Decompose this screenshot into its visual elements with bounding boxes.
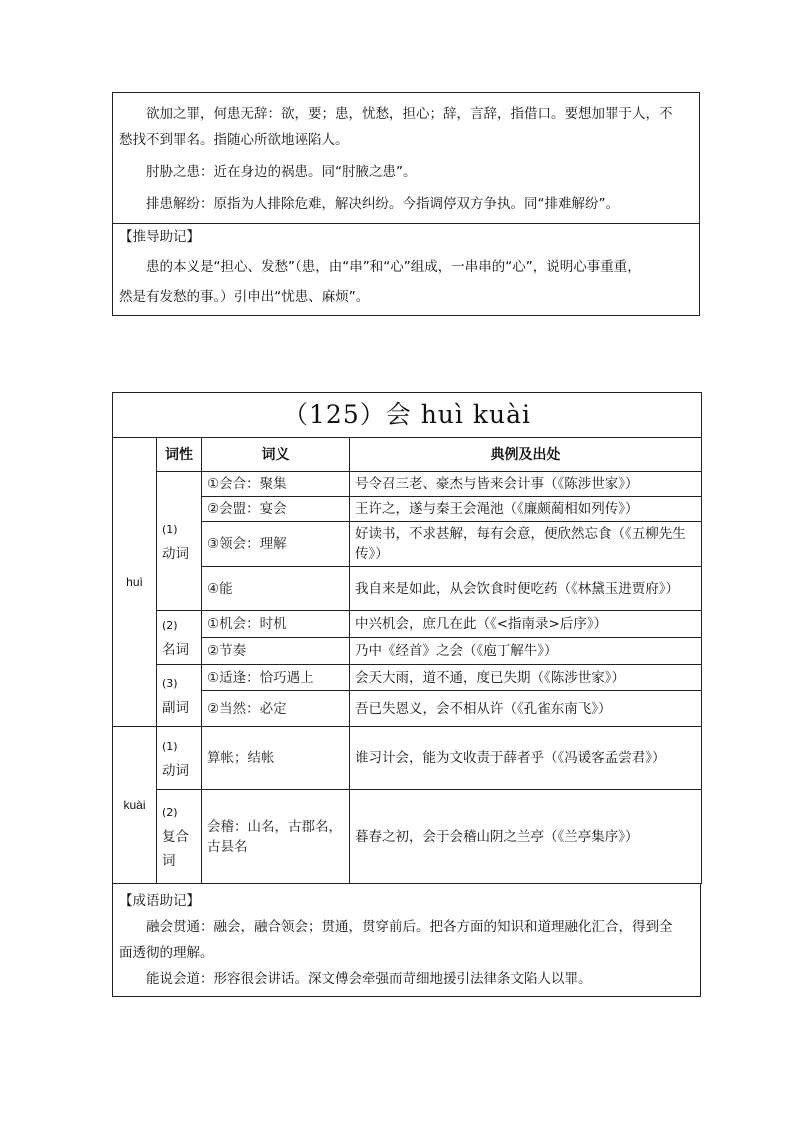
idiom-line: 能说会道：形容很会讲话。深文傅会牵强而苛细地援引法律条文陷人以罪。 (146, 971, 592, 987)
example-cell: 吾已失恩义，会不相从许（《孔雀东南飞》） (350, 691, 702, 727)
derivation-text-cont: 然是有发愁的事。）引申出“忧患、麻烦”。 (119, 289, 370, 305)
section-title: 【成语助记】 (119, 893, 200, 909)
idiom-line-cont: 愁找不到罪名。指随心所欲地诬陷人。 (119, 132, 349, 148)
pos-number: (1) (162, 739, 178, 753)
entry-table (112, 392, 702, 884)
previous-entry-box (112, 92, 700, 316)
meaning-cell: ④能 (202, 567, 350, 611)
example-cell: 暮春之初，会于会稽山阴之兰亭（《兰亭集序》） (350, 790, 702, 884)
pos-label: 名词 (162, 642, 189, 658)
meaning-cell: ②会盟：宴会 (202, 497, 350, 522)
pos-verb (157, 472, 202, 611)
pos-number: (2) (162, 619, 178, 632)
meaning-cell: 算帐；结帐 (202, 727, 350, 790)
example-cell: 好读书，不求甚解，每有会意，便欣然忘食（《五柳先生传》） (350, 522, 702, 567)
header-example: 典例及出处 (350, 438, 702, 472)
pos-label: 词 (162, 853, 176, 869)
idiom-line-cont: 面透彻的理解。 (119, 945, 214, 961)
pos-label: 复合 (162, 829, 189, 845)
example-cell: 会天大雨，道不通，度已失期（《陈涉世家》） (350, 665, 702, 691)
pos-label: 副词 (162, 700, 189, 716)
meaning-cell: 会稽：山名，古郡名，古县名 (202, 790, 350, 884)
header-pos: 词性 (157, 438, 202, 472)
pos-noun (157, 611, 202, 665)
meaning-cell: ③领会：理解 (202, 522, 350, 567)
meaning-cell: ①会合：聚集 (202, 472, 350, 497)
idiom-section (112, 884, 701, 997)
header-meaning: 词义 (202, 438, 350, 472)
entry-card (112, 392, 701, 997)
pronunciation-hui: huì (113, 438, 157, 727)
pos-number: (2) (162, 806, 178, 819)
example-cell: 王许之，遂与秦王会渑池（《廉颇蔺相如列传》） (350, 497, 702, 522)
pos-verb (157, 727, 202, 790)
idiom-line: 融会贯通：融会，融合领会；贯通，贯穿前后。把各方面的知识和道理融化汇合，得到全 (146, 919, 673, 935)
example-cell: 乃中《经首》之会（《庖丁解牛》） (350, 638, 702, 665)
idiom-line: 肘胁之患：近在身边的祸患。同“肘腋之患”。 (146, 164, 417, 180)
pos-label: 动词 (162, 545, 189, 562)
example-cell: 号令召三老、豪杰与皆来会计事（《陈涉世家》） (350, 472, 702, 497)
derivation-text: 患的本义是“担心、发愁”（患，由“串”和“心”组成，一串串的“心”，说明心事重重， (146, 259, 641, 275)
example-cell: 谁习计会，能为文收责于薛者乎（《冯谖客孟尝君》） (350, 727, 702, 790)
example-cell: 中兴机会，庶几在此（《<指南录>后序》） (350, 611, 702, 638)
meaning-cell: ①适逢：恰巧遇上 (202, 665, 350, 691)
idiom-line: 欲加之罪，何患无辞：欲，要；患，忧愁，担心；辞，言辞，指借口。要想加罪于人，不 (146, 106, 673, 122)
pos-compound (157, 790, 202, 884)
pronunciation-kuai: kuài (113, 727, 157, 884)
example-cell: 我自来是如此，从会饮食时便吃药（《林黛玉进贾府》） (350, 567, 702, 611)
meaning-cell: ②当然：必定 (202, 691, 350, 727)
pos-number: (3) (162, 677, 178, 690)
pos-label: 动词 (162, 762, 189, 779)
entry-title: （125）会 huì kuài (113, 393, 702, 438)
idiom-line: 排患解纷：原指为人排除危难，解决纠纷。今指调停双方争执。同“排难解纷”。 (146, 196, 619, 212)
section-title: 【推导助记】 (119, 229, 200, 245)
meaning-cell: ②节奏 (202, 638, 350, 665)
pos-adverb (157, 665, 202, 727)
pos-number: (1) (162, 522, 178, 536)
meaning-cell: ①机会：时机 (202, 611, 350, 638)
